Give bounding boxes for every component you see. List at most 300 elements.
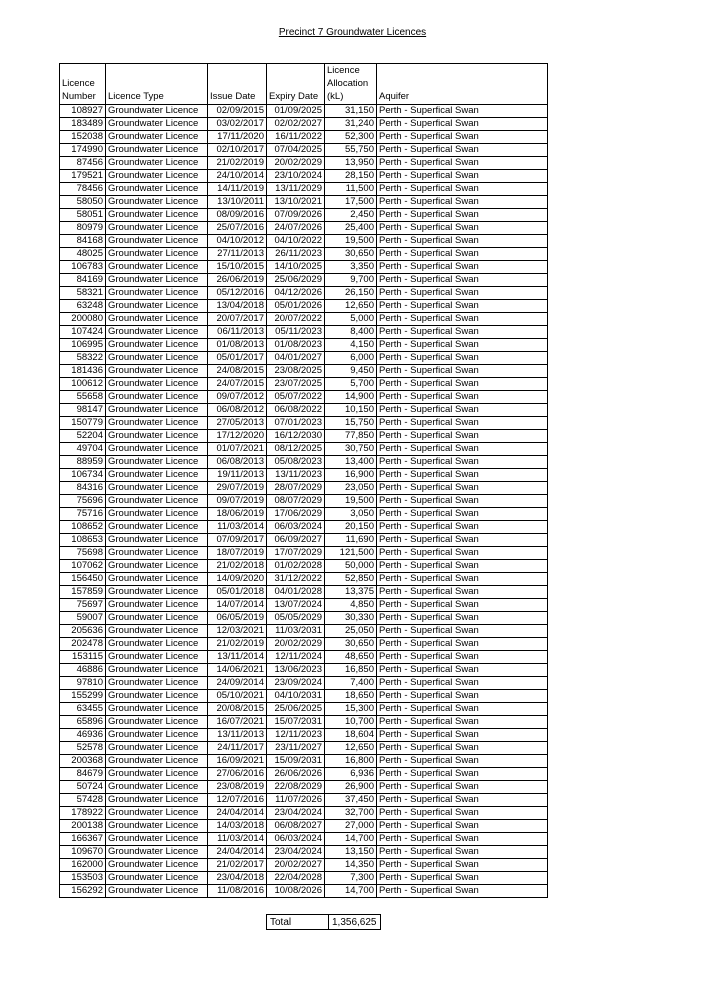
cell-allocation: 5,700 — [325, 378, 377, 391]
cell-allocation: 31,240 — [325, 118, 377, 131]
cell-licence-number: 75716 — [60, 508, 106, 521]
cell-expiry-date: 16/12/2030 — [267, 430, 325, 443]
table-row — [60, 846, 548, 859]
table-row — [60, 196, 548, 209]
cell-allocation: 52,300 — [325, 131, 377, 144]
cell-allocation: 3,350 — [325, 261, 377, 274]
cell-licence-type: Groundwater Licence — [106, 235, 208, 248]
cell-licence-type: Groundwater Licence — [106, 716, 208, 729]
cell-licence-type: Groundwater Licence — [106, 599, 208, 612]
header-allocation-line3: (kL) — [327, 91, 344, 102]
cell-aquifer: Perth - Superfical Swan — [377, 365, 548, 378]
cell-aquifer: Perth - Superfical Swan — [377, 729, 548, 742]
cell-licence-type: Groundwater Licence — [106, 209, 208, 222]
cell-licence-number: 150779 — [60, 417, 106, 430]
cell-issue-date: 13/10/2011 — [208, 196, 267, 209]
cell-allocation: 15,300 — [325, 703, 377, 716]
cell-licence-number: 162000 — [60, 859, 106, 872]
cell-licence-number: 75696 — [60, 495, 106, 508]
header-licence-type: Licence Type — [106, 64, 208, 105]
header-licence-number-line1: Licence — [62, 78, 95, 89]
cell-licence-number: 200368 — [60, 755, 106, 768]
cell-licence-number: 183489 — [60, 118, 106, 131]
cell-aquifer: Perth - Superfical Swan — [377, 235, 548, 248]
table-row — [60, 287, 548, 300]
table-row — [60, 469, 548, 482]
cell-aquifer: Perth - Superfical Swan — [377, 456, 548, 469]
total-value: 1,356,625 — [329, 915, 381, 930]
cell-expiry-date: 08/07/2029 — [267, 495, 325, 508]
cell-allocation: 28,150 — [325, 170, 377, 183]
cell-aquifer: Perth - Superfical Swan — [377, 352, 548, 365]
cell-issue-date: 08/09/2016 — [208, 209, 267, 222]
cell-expiry-date: 02/02/2027 — [267, 118, 325, 131]
cell-allocation: 11,690 — [325, 534, 377, 547]
cell-licence-number: 55658 — [60, 391, 106, 404]
table-row — [60, 781, 548, 794]
cell-aquifer: Perth - Superfical Swan — [377, 339, 548, 352]
cell-issue-date: 13/11/2014 — [208, 651, 267, 664]
cell-licence-number: 59007 — [60, 612, 106, 625]
cell-issue-date: 12/03/2021 — [208, 625, 267, 638]
cell-allocation: 27,000 — [325, 820, 377, 833]
table-header-row — [60, 64, 548, 105]
cell-licence-type: Groundwater Licence — [106, 846, 208, 859]
cell-aquifer: Perth - Superfical Swan — [377, 157, 548, 170]
cell-expiry-date: 22/08/2029 — [267, 781, 325, 794]
header-expiry-date: Expiry Date — [267, 64, 325, 105]
cell-licence-number: 49704 — [60, 443, 106, 456]
cell-licence-type: Groundwater Licence — [106, 885, 208, 898]
cell-allocation: 14,700 — [325, 833, 377, 846]
cell-expiry-date: 04/10/2031 — [267, 690, 325, 703]
cell-licence-type: Groundwater Licence — [106, 339, 208, 352]
table-row — [60, 547, 548, 560]
cell-issue-date: 24/11/2017 — [208, 742, 267, 755]
cell-issue-date: 21/02/2019 — [208, 638, 267, 651]
cell-expiry-date: 23/09/2024 — [267, 677, 325, 690]
cell-aquifer: Perth - Superfical Swan — [377, 248, 548, 261]
cell-licence-number: 156292 — [60, 885, 106, 898]
cell-aquifer: Perth - Superfical Swan — [377, 417, 548, 430]
cell-licence-type: Groundwater Licence — [106, 742, 208, 755]
cell-licence-type: Groundwater Licence — [106, 521, 208, 534]
table-row — [60, 716, 548, 729]
table-row — [60, 235, 548, 248]
cell-aquifer: Perth - Superfical Swan — [377, 209, 548, 222]
cell-allocation: 121,500 — [325, 547, 377, 560]
cell-aquifer: Perth - Superfical Swan — [377, 144, 548, 157]
cell-licence-type: Groundwater Licence — [106, 638, 208, 651]
cell-allocation: 14,700 — [325, 885, 377, 898]
licence-table — [59, 63, 548, 898]
cell-licence-number: 107062 — [60, 560, 106, 573]
cell-issue-date: 14/09/2020 — [208, 573, 267, 586]
cell-issue-date: 05/01/2017 — [208, 352, 267, 365]
cell-licence-type: Groundwater Licence — [106, 274, 208, 287]
table-row — [60, 690, 548, 703]
cell-issue-date: 09/07/2019 — [208, 495, 267, 508]
cell-licence-type: Groundwater Licence — [106, 755, 208, 768]
cell-licence-number: 75698 — [60, 547, 106, 560]
table-row — [60, 404, 548, 417]
table-row — [60, 664, 548, 677]
cell-licence-type: Groundwater Licence — [106, 651, 208, 664]
cell-issue-date: 20/07/2017 — [208, 313, 267, 326]
table-row — [60, 885, 548, 898]
table-row — [60, 742, 548, 755]
cell-issue-date: 12/07/2016 — [208, 794, 267, 807]
cell-issue-date: 02/09/2015 — [208, 105, 267, 118]
cell-issue-date: 17/12/2020 — [208, 430, 267, 443]
table-row — [60, 638, 548, 651]
cell-issue-date: 06/08/2012 — [208, 404, 267, 417]
cell-licence-number: 84168 — [60, 235, 106, 248]
cell-expiry-date: 04/01/2027 — [267, 352, 325, 365]
cell-licence-number: 178922 — [60, 807, 106, 820]
cell-licence-type: Groundwater Licence — [106, 469, 208, 482]
cell-licence-type: Groundwater Licence — [106, 690, 208, 703]
cell-issue-date: 14/06/2021 — [208, 664, 267, 677]
cell-issue-date: 01/07/2021 — [208, 443, 267, 456]
cell-licence-number: 166367 — [60, 833, 106, 846]
cell-licence-number: 152038 — [60, 131, 106, 144]
cell-licence-type: Groundwater Licence — [106, 495, 208, 508]
table-row — [60, 378, 548, 391]
cell-expiry-date: 07/01/2023 — [267, 417, 325, 430]
cell-licence-type: Groundwater Licence — [106, 573, 208, 586]
table-row — [60, 794, 548, 807]
cell-licence-number: 58321 — [60, 287, 106, 300]
cell-licence-type: Groundwater Licence — [106, 677, 208, 690]
cell-issue-date: 27/11/2013 — [208, 248, 267, 261]
table-row — [60, 677, 548, 690]
cell-expiry-date: 01/08/2023 — [267, 339, 325, 352]
cell-licence-number: 63455 — [60, 703, 106, 716]
cell-allocation: 77,850 — [325, 430, 377, 443]
cell-licence-number: 107424 — [60, 326, 106, 339]
cell-licence-type: Groundwater Licence — [106, 768, 208, 781]
cell-licence-number: 156450 — [60, 573, 106, 586]
cell-expiry-date: 20/02/2029 — [267, 157, 325, 170]
cell-licence-type: Groundwater Licence — [106, 612, 208, 625]
cell-allocation: 18,604 — [325, 729, 377, 742]
table-row — [60, 755, 548, 768]
cell-aquifer: Perth - Superfical Swan — [377, 755, 548, 768]
cell-licence-type: Groundwater Licence — [106, 859, 208, 872]
cell-licence-number: 153503 — [60, 872, 106, 885]
cell-aquifer: Perth - Superfical Swan — [377, 651, 548, 664]
cell-issue-date: 15/10/2015 — [208, 261, 267, 274]
cell-licence-type: Groundwater Licence — [106, 170, 208, 183]
cell-allocation: 20,150 — [325, 521, 377, 534]
cell-licence-type: Groundwater Licence — [106, 729, 208, 742]
cell-licence-type: Groundwater Licence — [106, 534, 208, 547]
table-row — [60, 495, 548, 508]
cell-allocation: 48,650 — [325, 651, 377, 664]
cell-licence-type: Groundwater Licence — [106, 820, 208, 833]
cell-expiry-date: 17/06/2029 — [267, 508, 325, 521]
cell-licence-type: Groundwater Licence — [106, 352, 208, 365]
cell-allocation: 32,700 — [325, 807, 377, 820]
cell-allocation: 6,000 — [325, 352, 377, 365]
table-row — [60, 859, 548, 872]
cell-expiry-date: 06/09/2027 — [267, 534, 325, 547]
cell-expiry-date: 06/08/2022 — [267, 404, 325, 417]
cell-expiry-date: 26/11/2023 — [267, 248, 325, 261]
cell-licence-type: Groundwater Licence — [106, 547, 208, 560]
cell-allocation: 25,400 — [325, 222, 377, 235]
cell-aquifer: Perth - Superfical Swan — [377, 807, 548, 820]
cell-expiry-date: 06/03/2024 — [267, 833, 325, 846]
cell-aquifer: Perth - Superfical Swan — [377, 833, 548, 846]
cell-licence-type: Groundwater Licence — [106, 183, 208, 196]
cell-licence-number: 108653 — [60, 534, 106, 547]
cell-expiry-date: 05/07/2022 — [267, 391, 325, 404]
cell-aquifer: Perth - Superfical Swan — [377, 820, 548, 833]
cell-expiry-date: 13/06/2023 — [267, 664, 325, 677]
cell-licence-type: Groundwater Licence — [106, 625, 208, 638]
cell-issue-date: 03/02/2017 — [208, 118, 267, 131]
cell-allocation: 13,950 — [325, 157, 377, 170]
cell-allocation: 7,400 — [325, 677, 377, 690]
cell-issue-date: 29/07/2019 — [208, 482, 267, 495]
cell-allocation: 26,900 — [325, 781, 377, 794]
cell-allocation: 6,936 — [325, 768, 377, 781]
cell-issue-date: 09/07/2012 — [208, 391, 267, 404]
table-row — [60, 248, 548, 261]
cell-expiry-date: 06/08/2027 — [267, 820, 325, 833]
cell-aquifer: Perth - Superfical Swan — [377, 664, 548, 677]
table-row — [60, 170, 548, 183]
cell-licence-type: Groundwater Licence — [106, 196, 208, 209]
cell-licence-number: 98147 — [60, 404, 106, 417]
cell-licence-number: 155299 — [60, 690, 106, 703]
table-row — [60, 573, 548, 586]
cell-expiry-date: 01/09/2025 — [267, 105, 325, 118]
table-row — [60, 326, 548, 339]
cell-aquifer: Perth - Superfical Swan — [377, 287, 548, 300]
header-allocation — [325, 64, 377, 105]
cell-aquifer: Perth - Superfical Swan — [377, 508, 548, 521]
cell-allocation: 9,700 — [325, 274, 377, 287]
cell-aquifer: Perth - Superfical Swan — [377, 430, 548, 443]
cell-licence-number: 108652 — [60, 521, 106, 534]
cell-issue-date: 20/08/2015 — [208, 703, 267, 716]
cell-aquifer: Perth - Superfical Swan — [377, 261, 548, 274]
cell-expiry-date: 13/11/2029 — [267, 183, 325, 196]
header-licence-number — [60, 64, 106, 105]
cell-issue-date: 26/06/2019 — [208, 274, 267, 287]
cell-licence-number: 109670 — [60, 846, 106, 859]
cell-licence-number: 100612 — [60, 378, 106, 391]
cell-issue-date: 21/02/2017 — [208, 859, 267, 872]
cell-licence-type: Groundwater Licence — [106, 105, 208, 118]
table-row — [60, 352, 548, 365]
cell-aquifer: Perth - Superfical Swan — [377, 612, 548, 625]
cell-licence-number: 75697 — [60, 599, 106, 612]
cell-aquifer: Perth - Superfical Swan — [377, 183, 548, 196]
cell-licence-number: 58051 — [60, 209, 106, 222]
cell-allocation: 55,750 — [325, 144, 377, 157]
cell-licence-type: Groundwater Licence — [106, 378, 208, 391]
cell-licence-number: 106734 — [60, 469, 106, 482]
cell-licence-type: Groundwater Licence — [106, 365, 208, 378]
cell-licence-type: Groundwater Licence — [106, 508, 208, 521]
table-row — [60, 599, 548, 612]
cell-allocation: 9,450 — [325, 365, 377, 378]
cell-expiry-date: 04/01/2028 — [267, 586, 325, 599]
cell-issue-date: 19/11/2013 — [208, 469, 267, 482]
cell-allocation: 5,000 — [325, 313, 377, 326]
table-row — [60, 443, 548, 456]
cell-issue-date: 27/05/2013 — [208, 417, 267, 430]
cell-aquifer: Perth - Superfical Swan — [377, 625, 548, 638]
cell-licence-type: Groundwater Licence — [106, 872, 208, 885]
cell-aquifer: Perth - Superfical Swan — [377, 859, 548, 872]
cell-allocation: 12,650 — [325, 742, 377, 755]
cell-aquifer: Perth - Superfical Swan — [377, 573, 548, 586]
cell-allocation: 13,150 — [325, 846, 377, 859]
cell-licence-type: Groundwater Licence — [106, 157, 208, 170]
cell-allocation: 10,700 — [325, 716, 377, 729]
cell-aquifer: Perth - Superfical Swan — [377, 794, 548, 807]
page-title: Precinct 7 Groundwater Licences — [278, 27, 427, 38]
cell-licence-number: 48025 — [60, 248, 106, 261]
cell-issue-date: 21/02/2018 — [208, 560, 267, 573]
table-row — [60, 521, 548, 534]
cell-aquifer: Perth - Superfical Swan — [377, 716, 548, 729]
table-row — [60, 300, 548, 313]
cell-licence-type: Groundwater Licence — [106, 430, 208, 443]
cell-allocation: 4,150 — [325, 339, 377, 352]
cell-aquifer: Perth - Superfical Swan — [377, 885, 548, 898]
cell-allocation: 25,050 — [325, 625, 377, 638]
cell-allocation: 14,900 — [325, 391, 377, 404]
cell-licence-number: 84679 — [60, 768, 106, 781]
table-row — [60, 313, 548, 326]
table-row — [60, 183, 548, 196]
table-row — [60, 768, 548, 781]
table-row — [60, 430, 548, 443]
total-label: Total — [267, 915, 329, 930]
cell-allocation: 31,150 — [325, 105, 377, 118]
cell-licence-type: Groundwater Licence — [106, 807, 208, 820]
cell-allocation: 7,300 — [325, 872, 377, 885]
cell-allocation: 3,050 — [325, 508, 377, 521]
cell-expiry-date: 23/10/2024 — [267, 170, 325, 183]
table-row — [60, 209, 548, 222]
cell-aquifer: Perth - Superfical Swan — [377, 560, 548, 573]
cell-allocation: 16,800 — [325, 755, 377, 768]
cell-expiry-date: 23/11/2027 — [267, 742, 325, 755]
cell-expiry-date: 17/07/2029 — [267, 547, 325, 560]
cell-allocation: 16,850 — [325, 664, 377, 677]
cell-allocation: 12,650 — [325, 300, 377, 313]
cell-expiry-date: 08/12/2025 — [267, 443, 325, 456]
cell-issue-date: 11/03/2014 — [208, 521, 267, 534]
cell-expiry-date: 05/11/2023 — [267, 326, 325, 339]
cell-licence-number: 84169 — [60, 274, 106, 287]
cell-expiry-date: 25/06/2025 — [267, 703, 325, 716]
cell-licence-number: 58050 — [60, 196, 106, 209]
cell-expiry-date: 05/05/2029 — [267, 612, 325, 625]
cell-allocation: 23,050 — [325, 482, 377, 495]
cell-licence-type: Groundwater Licence — [106, 391, 208, 404]
table-row — [60, 482, 548, 495]
cell-licence-number: 200138 — [60, 820, 106, 833]
cell-expiry-date: 06/03/2024 — [267, 521, 325, 534]
table-row — [60, 105, 548, 118]
cell-licence-type: Groundwater Licence — [106, 326, 208, 339]
cell-aquifer: Perth - Superfical Swan — [377, 599, 548, 612]
cell-aquifer: Perth - Superfical Swan — [377, 170, 548, 183]
cell-issue-date: 14/11/2019 — [208, 183, 267, 196]
table-row — [60, 339, 548, 352]
cell-aquifer: Perth - Superfical Swan — [377, 313, 548, 326]
cell-expiry-date: 12/11/2023 — [267, 729, 325, 742]
header-aquifer: Aquifer — [377, 64, 548, 105]
table-row — [60, 820, 548, 833]
cell-issue-date: 13/11/2013 — [208, 729, 267, 742]
cell-issue-date: 24/10/2014 — [208, 170, 267, 183]
cell-expiry-date: 13/11/2023 — [267, 469, 325, 482]
cell-aquifer: Perth - Superfical Swan — [377, 378, 548, 391]
cell-aquifer: Perth - Superfical Swan — [377, 586, 548, 599]
cell-allocation: 17,500 — [325, 196, 377, 209]
cell-licence-number: 106995 — [60, 339, 106, 352]
cell-licence-number: 97810 — [60, 677, 106, 690]
cell-licence-number: 63248 — [60, 300, 106, 313]
cell-licence-number: 50724 — [60, 781, 106, 794]
cell-allocation: 19,500 — [325, 495, 377, 508]
cell-licence-number: 179521 — [60, 170, 106, 183]
cell-licence-number: 87456 — [60, 157, 106, 170]
header-allocation-line2: Allocation — [327, 78, 369, 89]
cell-issue-date: 06/11/2013 — [208, 326, 267, 339]
cell-issue-date: 24/04/2014 — [208, 846, 267, 859]
table-row — [60, 833, 548, 846]
table-row — [60, 274, 548, 287]
cell-issue-date: 23/08/2019 — [208, 781, 267, 794]
cell-issue-date: 05/12/2016 — [208, 287, 267, 300]
cell-expiry-date: 23/07/2025 — [267, 378, 325, 391]
cell-licence-type: Groundwater Licence — [106, 703, 208, 716]
cell-licence-type: Groundwater Licence — [106, 313, 208, 326]
cell-aquifer: Perth - Superfical Swan — [377, 872, 548, 885]
table-row — [60, 118, 548, 131]
cell-licence-number: 106783 — [60, 261, 106, 274]
cell-licence-type: Groundwater Licence — [106, 482, 208, 495]
table-row — [60, 703, 548, 716]
cell-aquifer: Perth - Superfical Swan — [377, 638, 548, 651]
table-row — [60, 417, 548, 430]
cell-licence-number: 157859 — [60, 586, 106, 599]
table-row — [60, 261, 548, 274]
cell-aquifer: Perth - Superfical Swan — [377, 768, 548, 781]
cell-aquifer: Perth - Superfical Swan — [377, 105, 548, 118]
cell-licence-number: 52204 — [60, 430, 106, 443]
cell-licence-number: 78456 — [60, 183, 106, 196]
cell-issue-date: 23/04/2018 — [208, 872, 267, 885]
cell-licence-type: Groundwater Licence — [106, 144, 208, 157]
cell-expiry-date: 11/07/2026 — [267, 794, 325, 807]
cell-expiry-date: 24/07/2026 — [267, 222, 325, 235]
cell-aquifer: Perth - Superfical Swan — [377, 495, 548, 508]
cell-licence-type: Groundwater Licence — [106, 417, 208, 430]
cell-licence-type: Groundwater Licence — [106, 586, 208, 599]
cell-issue-date: 14/03/2018 — [208, 820, 267, 833]
